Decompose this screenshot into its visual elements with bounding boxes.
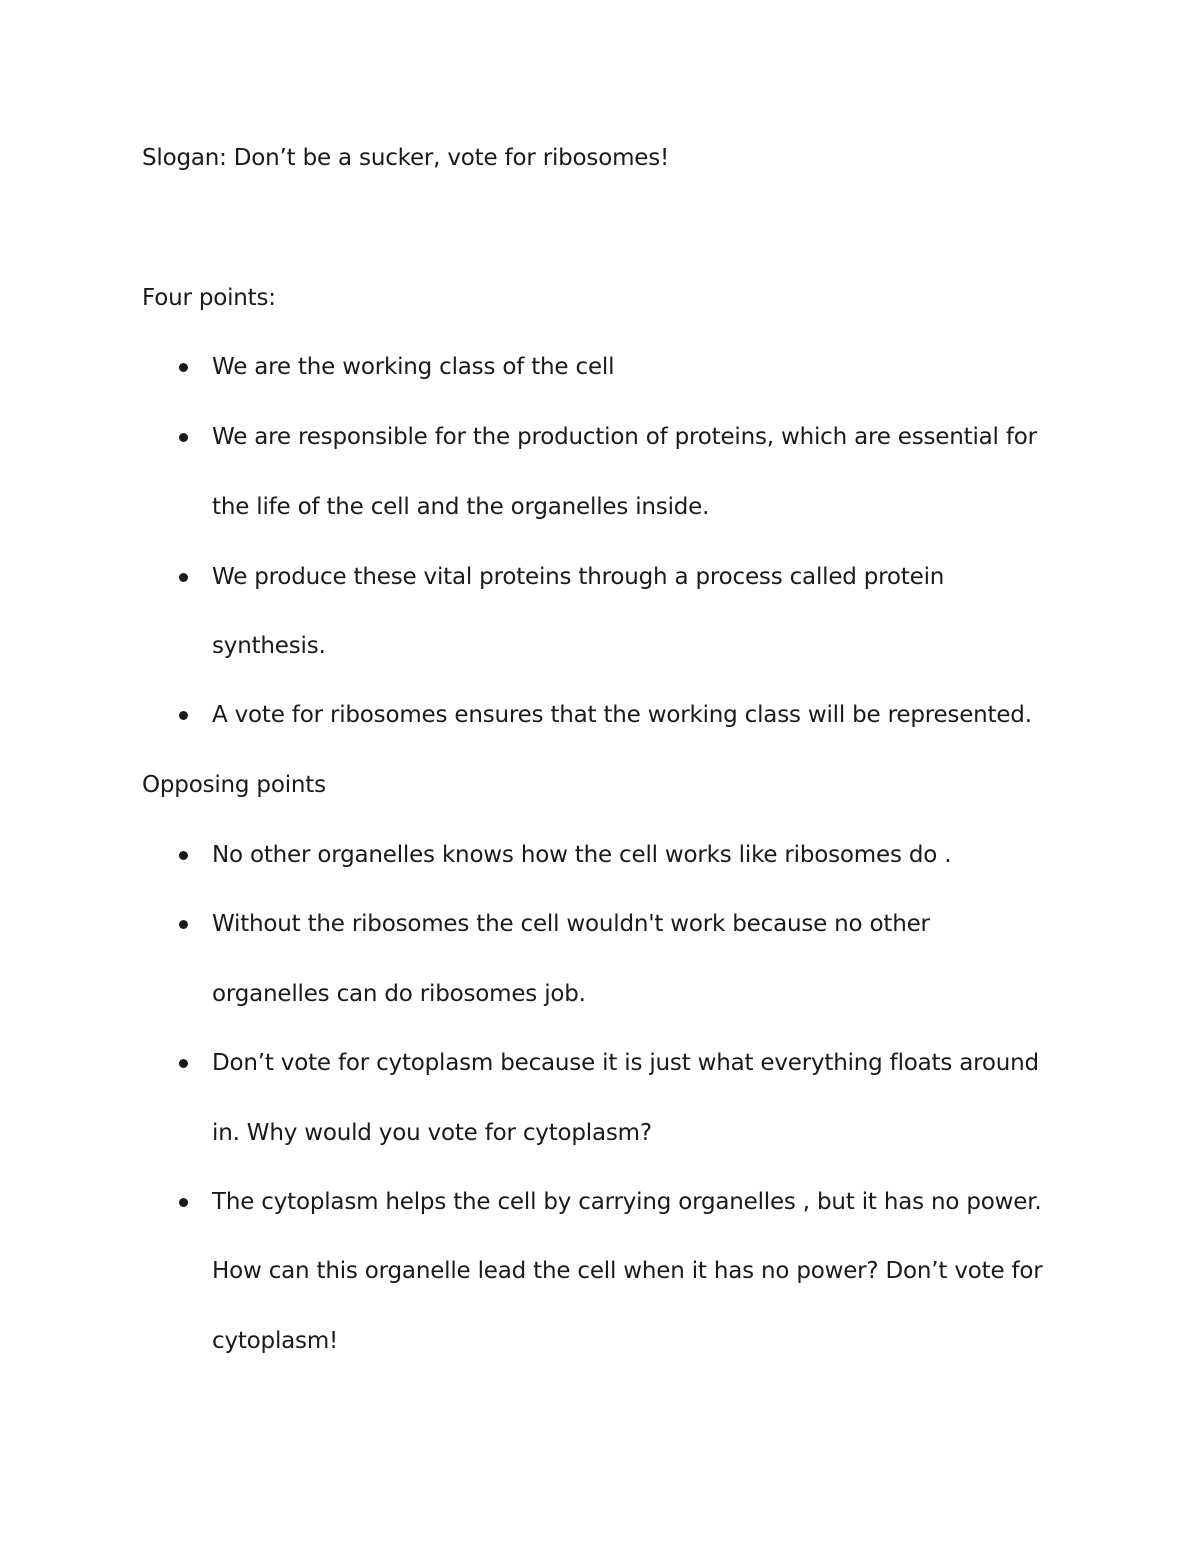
opposing-points-heading: Opposing points: [142, 772, 326, 798]
list-item-text: A vote for ribosomes ensures that the working class will be represented.: [212, 702, 1032, 728]
list-item-text: We are responsible for the production of proteins, which are essential for: [212, 424, 1037, 450]
bullet-icon: [179, 1059, 188, 1068]
list-item-text: the life of the cell and the organelles inside.: [212, 494, 710, 520]
list-item-text: How can this organelle lead the cell when it has no power? Don’t vote for: [212, 1258, 1043, 1284]
list-item-text: in. Why would you vote for cytoplasm?: [212, 1120, 652, 1146]
four-points-heading: Four points:: [142, 285, 276, 311]
list-item-text: The cytoplasm helps the cell by carrying organelles , but it has no power.: [212, 1189, 1042, 1215]
list-item-text: Don’t vote for cytoplasm because it is just what everything floats around: [212, 1050, 1039, 1076]
bullet-icon: [179, 363, 188, 372]
list-item-text: No other organelles knows how the cell works like ribosomes do .: [212, 842, 952, 868]
bullet-icon: [179, 711, 188, 720]
bullet-icon: [179, 433, 188, 442]
list-item-text: synthesis.: [212, 633, 326, 659]
bullet-icon: [179, 1198, 188, 1207]
bullet-icon: [179, 851, 188, 860]
list-item-text: organelles can do ribosomes job.: [212, 981, 586, 1007]
slogan-text: Slogan: Don’t be a sucker, vote for ribosomes!: [142, 145, 670, 171]
bullet-icon: [179, 920, 188, 929]
bullet-icon: [179, 573, 188, 582]
list-item-text: We produce these vital proteins through a process called protein: [212, 564, 945, 590]
list-item-text: cytoplasm!: [212, 1328, 339, 1354]
list-item-text: We are the working class of the cell: [212, 354, 615, 380]
list-item-text: Without the ribosomes the cell wouldn't work because no other: [212, 911, 930, 937]
